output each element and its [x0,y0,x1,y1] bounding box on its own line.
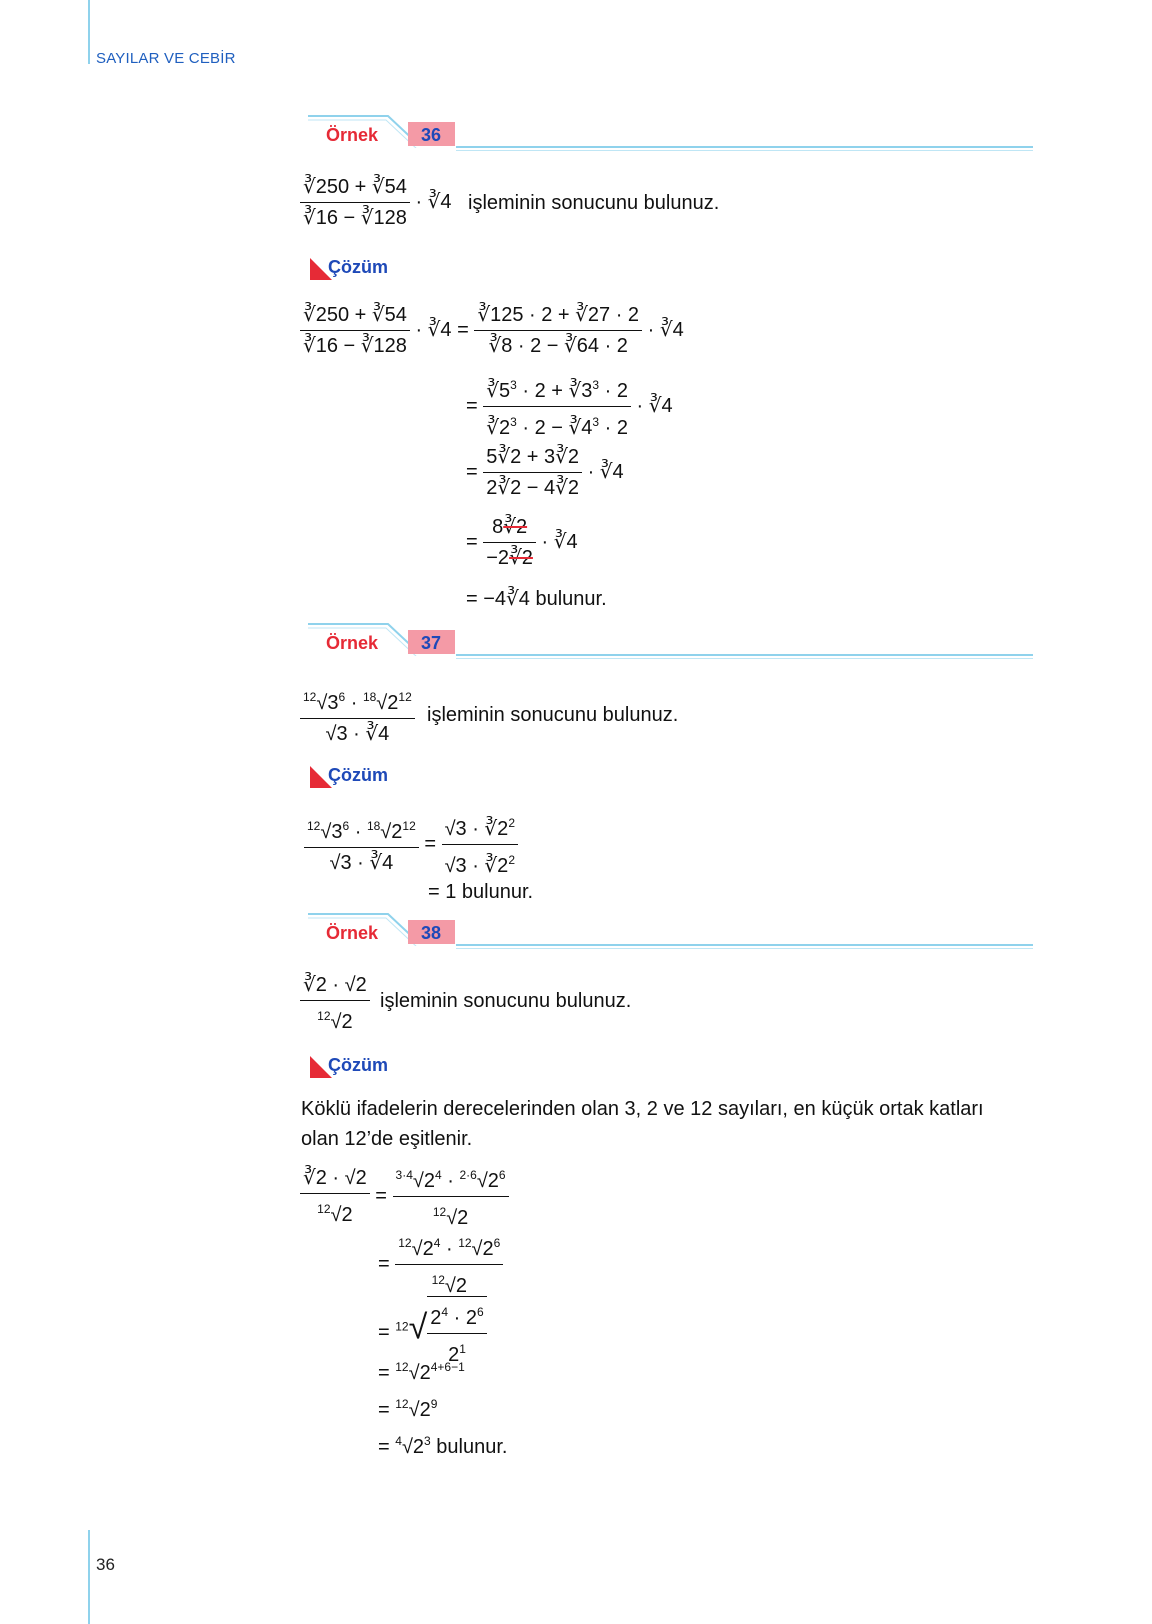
header-rule [456,654,1033,656]
solution-step-38-1: $\frac{∛2 \cdot √2}{^{12}√2}$ = $\frac{^{3\cdot 4}√2^4 \cdot ^{2\cdot 6}√2^6}{^{12}√2}$ [300,1160,509,1233]
problem-text-37: işleminin sonucunu bulunuz. [427,704,679,726]
page-number: 36 [96,1555,115,1574]
solution-step-36-1: $\frac{∛250 + ∛54}{∛16 - ∛128}$ · ∛4 = $\frac{∛125 \cdot 2 + ∛27 \cdot 2}{∛8 \cdot 2 - ∛64 \cdot 2}$ · ∛4 [300,300,684,361]
result-text: bulunur. [436,1436,508,1458]
solution-heading-37 [310,766,430,792]
solution-label: Çözüm [328,1055,388,1075]
solution-result-37: = 1 bulunur. [428,881,534,903]
example-number: 37 [421,633,442,653]
section-title: SAYILAR VE CEBİR [96,50,236,67]
example-number: 38 [421,923,442,943]
problem-expression-36: $\frac{∛250 + ∛54}{∛16 - ∛128}$ · ∛4 [300,172,452,233]
solution-result-38: = $^4√2^3$ bulunur. [378,1434,508,1458]
result-text: bulunur. [535,588,607,610]
problem-text-38: işleminin sonucunu bulunuz. [380,990,632,1012]
solution-label: Çözüm [328,257,388,277]
example-header-36 [308,114,1033,154]
explanation-paragraph-38: Köklü ifadelerin derecelerinden olan 3, 2 ve 12 sayıları, en küçük ortak katları olan 12’de eşitlenir. [301,1098,984,1150]
header-rule-thin [456,948,1033,949]
problem-expression-37: $\frac{^{12}√3^6 \cdot ^{18}√2^{12}}{√3 \cdot ∛4}$ [300,682,415,749]
example-label: Örnek [326,633,379,653]
solution-step-37-1: $\frac{^{12}√3^6 \cdot ^{18}√2^{12}}{√3 \cdot ∛4}$ = $\frac{√3 \cdot ∛2^2}{√3 \cdot ∛2^2}$ [304,808,518,881]
header-rule [456,146,1033,148]
header-rule-thin [456,658,1033,659]
header-rule [456,944,1033,946]
solution-step-36-2: = $\frac{∛5^3 \cdot 2 + ∛3^3 \cdot 2}{∛2^3 \cdot 2 - ∛4^3 \cdot 2}$ · ∛4 [466,370,673,443]
top-margin-rule [88,0,90,64]
solution-step-38-2: = $\frac{^{12}√2^4 \cdot ^{12}√2^6}{^{12}√2}$ [378,1228,503,1301]
solution-step-38-3: = $^{12}$√ $\frac{2^4 \cdot 2^6}{2^1}$ [378,1296,487,1370]
bottom-margin-rule [88,1530,90,1624]
solution-step-36-4: = $\frac{8∛2}{-2∛2}$ · ∛4 [466,512,578,573]
solution-step-38-4: = $^{12}√2^{4+6-1}$ [378,1360,465,1384]
solution-label: Çözüm [328,765,388,785]
problem-text-36: işleminin sonucunu bulunuz. [468,192,720,214]
header-rule-thin [456,150,1033,151]
example-label: Örnek [326,923,379,943]
solution-step-36-3: = $\frac{5∛2 + 3∛2}{2∛2 - 4∛2}$ · ∛4 [466,442,624,503]
solution-step-38-5: = $^{12}√2^9$ [378,1397,438,1421]
problem-expression-38: $\frac{∛2 \cdot √2}{^{12}√2}$ [300,970,370,1037]
example-header-38 [308,912,1033,952]
solution-result-36: = −4∛4 bulunur. [466,588,607,610]
example-header-37 [308,622,1033,662]
example-label: Örnek [326,125,379,145]
example-number: 36 [421,125,442,145]
solution-heading-36 [310,258,430,284]
solution-heading-38 [310,1056,430,1082]
